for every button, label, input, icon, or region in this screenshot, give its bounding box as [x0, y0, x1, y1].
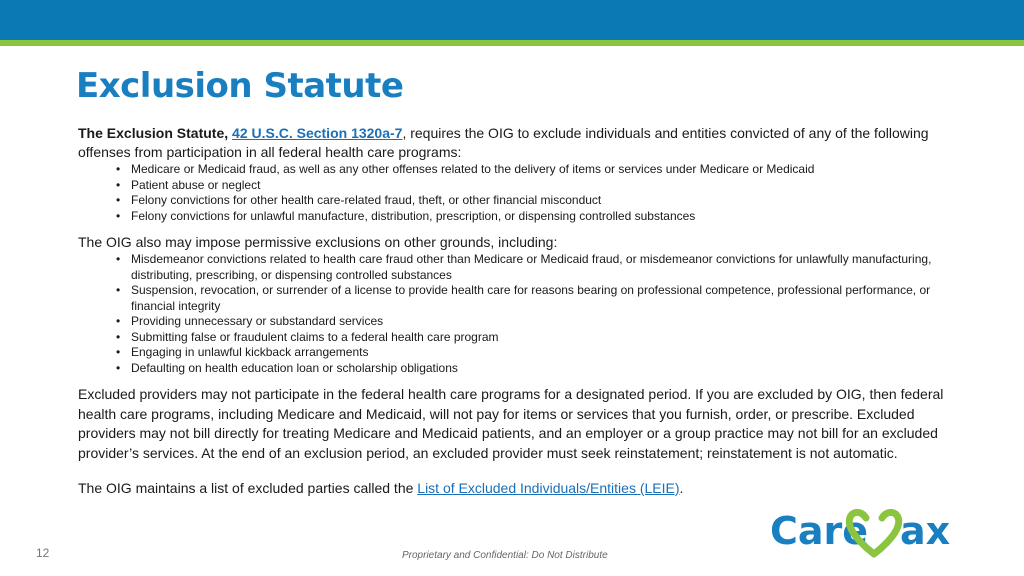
leie-tail: . — [679, 480, 684, 496]
list-item: • Suspension, revocation, or surrender of a license to provide health care for reasons bearing on professional competence, professional performance, or financial integrity — [116, 283, 958, 314]
page-number: 12 — [36, 546, 50, 560]
logo-text-ax: ax — [900, 509, 951, 553]
excluded-providers-paragraph: Excluded providers may not participate in the federal health care programs for a designated period. If you are excluded by OIG, then federal health care programs, including Medicare and Medicaid, will not pay for items or services that you furnish, order, or prescribe. Excluded providers may not bill directly for treating Medicare and Medicaid patients, and an employer or a group practice may not bill for an excluded provider’s services. At the end of an exclusion period, an excluded provider must seek reinstatement; reinstatement is not automatic. — [78, 386, 944, 461]
permissive-intro: The OIG also may impose permissive exclusions on other grounds, including: — [78, 234, 558, 250]
intro-bold-lead: The Exclusion Statute, — [78, 125, 229, 141]
list-item: • Patient abuse or neglect — [116, 178, 958, 194]
list-item: • Engaging in unlawful kickback arrangements — [116, 345, 958, 361]
intro-text: , requires the OIG to exclude individuals and entities convicted of any of the following offenses from participation in all federal health care programs: — [78, 125, 929, 160]
list-item: • Submitting false or fraudulent claims to a federal health care program — [116, 330, 958, 346]
mandatory-exclusions-list — [78, 162, 958, 224]
leie-paragraph — [78, 479, 958, 498]
list-item: • Felony convictions for unlawful manufacture, distribution, prescription, or dispensing controlled substances — [116, 209, 958, 225]
list-item: • Medicare or Medicaid fraud, as well as any other offenses related to the delivery of items or services under Medicare or Medicaid — [116, 162, 958, 178]
slide-content — [78, 124, 958, 498]
intro-paragraph — [78, 124, 958, 162]
header-accent-stripe — [0, 40, 1024, 46]
list-item: • Felony convictions for other health care-related fraud, theft, or other financial misconduct — [116, 193, 958, 209]
list-item: • Providing unnecessary or substandard services — [116, 314, 958, 330]
footer-confidential: Proprietary and Confidential: Do Not Distribute — [402, 550, 608, 561]
statute-link[interactable]: 42 U.S.C. Section 1320a-7 — [232, 125, 403, 141]
caremax-logo — [770, 504, 962, 560]
header-bar — [0, 0, 1024, 40]
page-title: Exclusion Statute — [76, 66, 404, 106]
leie-lead: The OIG maintains a list of excluded parties called the — [78, 480, 418, 496]
leie-link[interactable]: List of Excluded Individuals/Entities (LEIE) — [417, 480, 680, 496]
list-item: • Misdemeanor convictions related to health care fraud other than Medicare or Medicaid fraud, or misdemeanor convictions for unlawfully manufacturing, distributing, prescribing, or dispensing controlled substances — [116, 252, 958, 283]
logo-text-care: Care — [770, 509, 869, 553]
list-item: • Defaulting on health education loan or scholarship obligations — [116, 361, 958, 377]
permissive-exclusions-list — [78, 252, 958, 376]
